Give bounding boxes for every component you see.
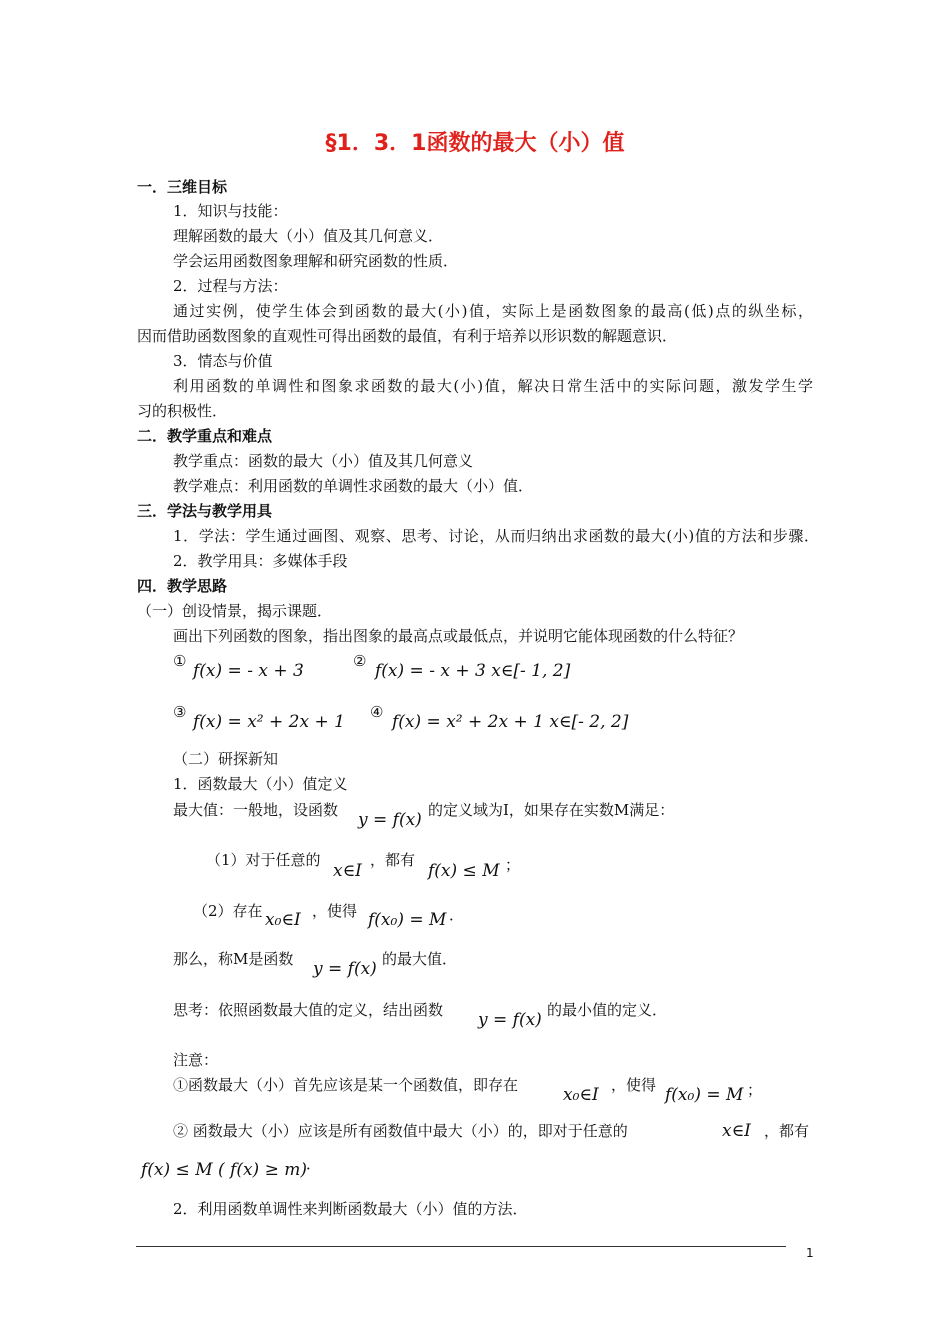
condition-1-b: ，都有 [370,851,416,869]
then-formula: y = f(x) [313,959,377,979]
item-number-3: ③ [173,703,187,721]
condition-1-a: （1）对于任意的 [206,851,321,869]
max-def-a: 最大值：一般地，设函数 [173,801,339,819]
condition-2-b: ，使得 [312,902,358,920]
function-2: f(x) = - x + 3 x∈[- 1, 2] [375,661,571,681]
knowledge-line-1: 理解函数的最大（小）值及其几何意义． [173,227,444,245]
condition-1-c: ； [505,856,521,874]
note-1-b: ，使得 [611,1076,657,1094]
condition-2-a: （2）存在 [193,902,263,920]
note-2-formula: x∈I [722,1121,751,1141]
page-number: 1 [806,1246,814,1260]
think-formula: y = f(x) [478,1010,542,1030]
definition-label: 1．函数最大（小）值定义 [173,775,348,793]
study-method: 1．学法：学生通过画图、观察、思考、讨论，从而归纳出求函数的最大(小)值的方法和步骤． [173,527,819,545]
knowledge-label: 1．知识与技能： [173,202,288,220]
subsection-2: （二）研探新知 [173,750,279,768]
note-2-formula-2: f(x) ≤ M ( f(x) ≥ m) [141,1160,307,1180]
condition-1-formula-1: x∈I [333,861,362,881]
think-a: 思考：依照函数最大值的定义，结出函数 [173,1001,444,1019]
item-number-4: ④ [370,703,384,721]
note-1-formula-1: x₀∈I [563,1085,599,1105]
function-3: f(x) = x² + 2x + 1 [193,712,345,732]
item-number-2: ② [353,652,367,670]
key-point: 教学重点：函数的最大（小）值及其几何意义 [173,452,474,470]
note-1-c: ； [747,1081,763,1099]
value-line-2: 习的积极性． [137,402,228,420]
function-1: f(x) = - x + 3 [193,661,304,681]
difficult-point: 教学难点：利用函数的单调性求函数的最大（小）值． [173,477,534,495]
note-1-formula-2: f(x₀) = M [665,1085,744,1105]
condition-1-formula-2: f(x) ≤ M [428,861,500,881]
section-2-heading: 二．教学重点和难点 [137,427,273,445]
page-title: §1．3．1函数的最大（小）值 [325,131,625,156]
note-1-a: ①函数最大（小）首先应该是某一个函数值，即存在 [173,1076,519,1094]
process-line-2: 因而借助函数图象的直观性可得出函数的最值，有利于培养以形识数的解题意识． [137,327,678,345]
item-number-1: ① [173,652,187,670]
teaching-tools: 2．教学用具：多媒体手段 [173,552,348,570]
method-line: 2．利用函数单调性来判断函数最大（小）值的方法． [173,1200,528,1218]
condition-2-formula-2: f(x₀) = M [368,910,447,930]
function-4: f(x) = x² + 2x + 1 x∈[- 2, 2] [392,712,629,732]
process-label: 2．过程与方法： [173,277,288,295]
value-label: 3．情态与价值 [173,352,273,370]
think-b: 的最小值的定义． [547,1001,668,1019]
subsection-1: （一）创设情景，揭示课题． [137,602,333,620]
value-line-1: 利用函数的单调性和图象求函数的最大(小)值，解决日常生活中的实际问题，激发学生学 [173,377,813,395]
max-def-formula: y = f(x) [358,810,422,830]
note-2-b: ，都有 [764,1122,810,1140]
section-3-heading: 三．学法与教学用具 [137,502,273,520]
knowledge-line-2: 学会运用函数图象理解和研究函数的性质． [173,252,459,270]
condition-2-formula-1: x₀∈I [265,910,301,930]
condition-2-c: ． [449,906,465,924]
footer-rule [136,1246,786,1247]
note-label: 注意： [173,1051,219,1069]
task-intro: 画出下列函数的图象，指出图象的最高点或最低点，并说明它能体现函数的什么特征？ [173,627,744,645]
note-2-d: ． [306,1155,322,1173]
process-line-1: 通过实例，使学生体会到函数的最大(小)值，实际上是函数图象的最高(低)点的纵坐标， [173,302,813,320]
section-4-heading: 四．教学思路 [137,577,228,595]
then-b: 的最大值． [382,950,458,968]
max-def-b: 的定义域为I，如果存在实数M满足： [428,801,675,819]
note-2-a: ② 函数最大（小）应该是所有函数值中最大（小）的，即对于任意的 [173,1122,628,1140]
then-a: 那么，称M是函数 [173,950,294,968]
section-1-heading: 一．三维目标 [137,178,228,196]
